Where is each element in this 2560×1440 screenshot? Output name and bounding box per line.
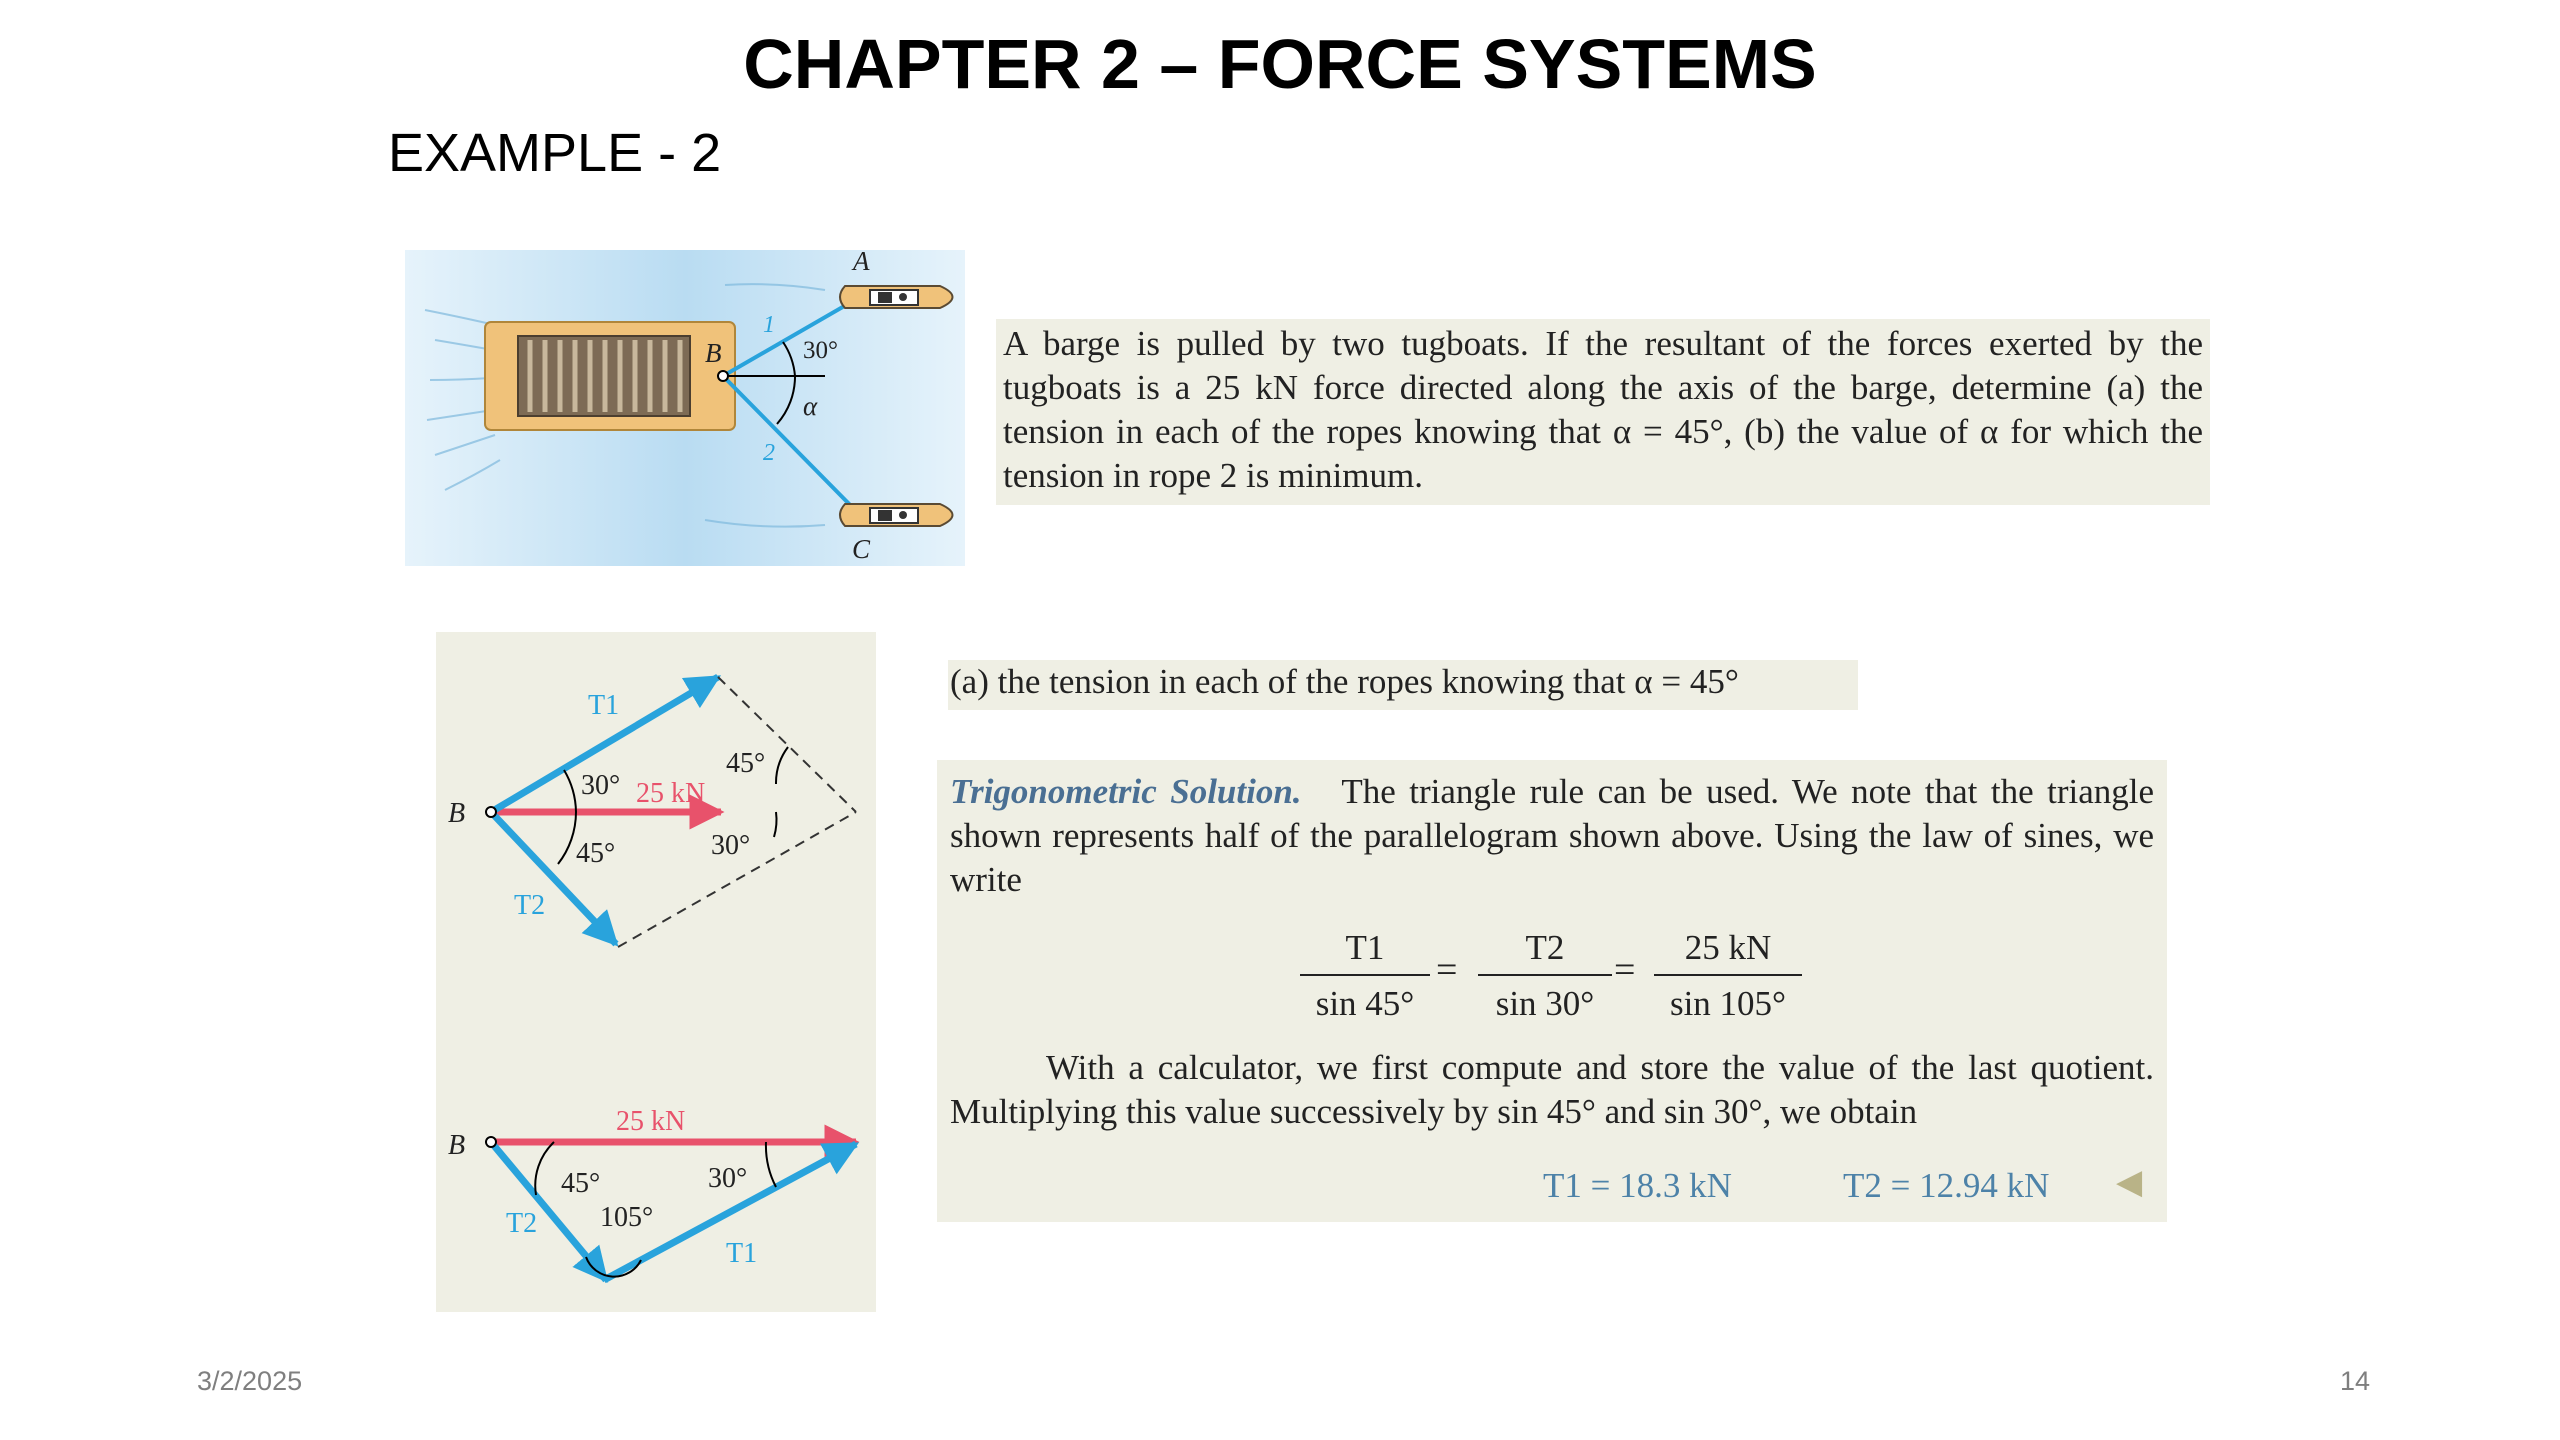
parallelogram-label-B: B bbox=[448, 798, 466, 829]
dashed-side-1 bbox=[718, 677, 856, 812]
calc-paragraph: With a calculator, we first compute and store the value of the last quotient. Multiplying this value successively by sin 45° and sin 30°, we obtain bbox=[950, 1048, 2154, 1131]
barge-tugboat-figure bbox=[405, 250, 965, 566]
slide-page-number: 14 bbox=[2340, 1366, 2371, 1396]
triangle-label-T2: T2 bbox=[506, 1208, 538, 1239]
slide-date: 3/2/2025 bbox=[197, 1366, 303, 1396]
parallelogram-angle-45-right: 45° bbox=[726, 748, 766, 779]
answer-marker-icon: ◀ bbox=[2116, 1164, 2143, 1201]
tugboat-A bbox=[840, 286, 953, 308]
eq-fraction-1 bbox=[1300, 928, 1430, 1024]
parallelogram-angle-30-left: 30° bbox=[581, 770, 621, 801]
eq-equals-2: = bbox=[1614, 949, 1636, 991]
result-T1: T1 = 18.3 kN bbox=[1543, 1166, 1732, 1205]
parallelogram-force-label: 25 kN bbox=[636, 778, 706, 809]
label-A: A bbox=[853, 250, 870, 276]
angle-30-label: 30° bbox=[803, 337, 838, 364]
eq-num-1: T1 bbox=[1300, 928, 1430, 976]
slide-title: CHAPTER 2 – FORCE SYSTEMS bbox=[743, 25, 1817, 103]
trig-solution-intro-text: The triangle rule can be used. We note that the triangle shown represents half of the parallelogram shown above. Using the law of sines, we write bbox=[950, 772, 2154, 899]
triangle-label-T1: T1 bbox=[726, 1238, 758, 1269]
triangle-angle-30: 30° bbox=[708, 1163, 748, 1194]
slide-subtitle: EXAMPLE - 2 bbox=[388, 123, 722, 183]
trig-solution-heading: Trigonometric Solution. bbox=[950, 772, 1302, 811]
triangle-angle-105: 105° bbox=[600, 1202, 654, 1233]
parallelogram-angle-45-left: 45° bbox=[576, 838, 616, 869]
triangle-label-B: B bbox=[448, 1130, 466, 1161]
eq-fraction-2 bbox=[1478, 928, 1612, 1024]
rope-label-1: 1 bbox=[763, 312, 775, 338]
parallelogram-angle-30-right: 30° bbox=[711, 830, 751, 861]
tugboat-C bbox=[840, 504, 953, 526]
rope-label-2: 2 bbox=[763, 440, 775, 466]
label-B: B bbox=[705, 338, 722, 368]
label-C: C bbox=[852, 534, 871, 564]
barge bbox=[485, 322, 735, 430]
eq-num-3: 25 kN bbox=[1654, 928, 1802, 976]
eq-den-1: sin 45° bbox=[1315, 984, 1415, 1023]
eq-num-2: T2 bbox=[1478, 928, 1612, 976]
point-B bbox=[718, 371, 728, 381]
triangle-angle-45: 45° bbox=[561, 1168, 601, 1199]
eq-equals-1: = bbox=[1436, 949, 1458, 991]
triangle-point-B bbox=[486, 1137, 496, 1147]
T2-arrow bbox=[491, 812, 616, 944]
problem-statement: A barge is pulled by two tugboats. If the resultant of the forces exerted by the tugboats is a 25 kN force directed along the axis of the barge, determine (a) the tension in each of the ropes knowing that α = 45°, (b) the value of α for which the tension in rope 2 is minimum. bbox=[1003, 324, 2203, 495]
result-T2: T2 = 12.94 kN bbox=[1843, 1166, 2050, 1205]
point-B bbox=[486, 807, 496, 817]
force-diagrams-figure bbox=[436, 632, 876, 1312]
eq-fraction-3 bbox=[1654, 928, 1802, 1024]
parallelogram-label-T1: T1 bbox=[588, 690, 620, 721]
eq-den-3: sin 105° bbox=[1669, 984, 1787, 1023]
eq-den-2: sin 30° bbox=[1495, 984, 1595, 1023]
angle-alpha-label: α bbox=[803, 391, 818, 421]
trig-solution-intro bbox=[950, 770, 2154, 902]
triangle-force-label: 25 kN bbox=[616, 1106, 686, 1137]
triangle-diagram bbox=[486, 1137, 856, 1280]
part-a-question: (a) the tension in each of the ropes knowing that α = 45° bbox=[950, 662, 1739, 701]
parallelogram-label-T2: T2 bbox=[514, 890, 546, 921]
